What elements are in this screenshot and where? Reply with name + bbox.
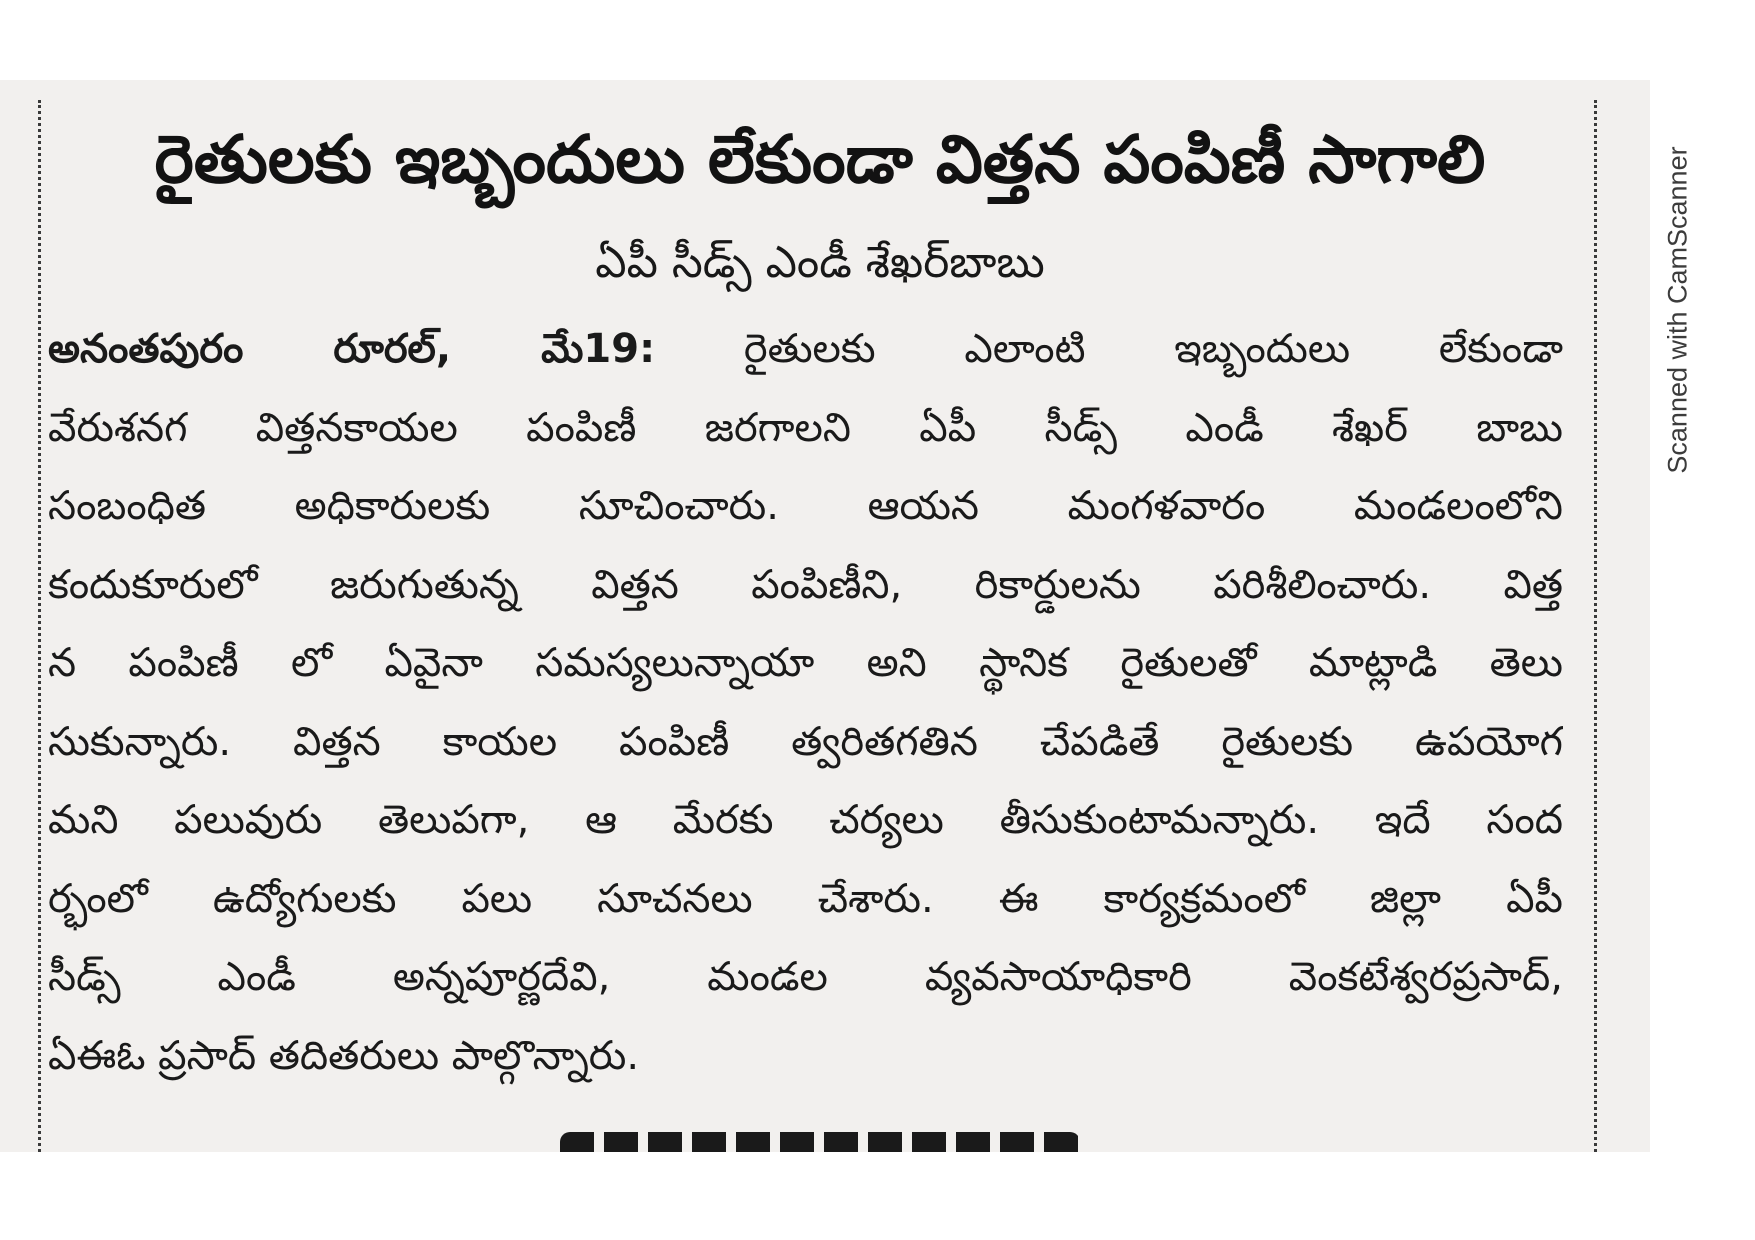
newspaper-clipping: [0, 80, 1650, 1152]
article-line-text: రైతులకు ఎలాంటి ఇబ్బందులు లేకుండా: [655, 326, 1563, 372]
article-line: ఏఈఓ ప్రసాద్ తదితరులు పాల్గొన్నారు.: [48, 1032, 640, 1079]
article-line: సంబంధిత అధికారులకు సూచించారు. ఆయన మంగళవారం మండలంలోని: [48, 483, 1563, 529]
watermark-text: Scanned with CamScanner: [1662, 146, 1693, 474]
article-line: [48, 310, 1563, 389]
cut-off-next-headline: [560, 1130, 1080, 1152]
column-rule-right: [1594, 100, 1597, 1152]
article-line: సుకున్నారు. విత్తన కాయల పంపిణీ త్వరితగతిన చేపడితే రైతులకు ఉపయోగ: [48, 718, 1563, 765]
article-line: సీడ్స్ ఎండీ అన్నపూర్ణదేవి, మండల వ్యవసాయాధికారి వెంకటేశ్వరప్రసాద్,: [48, 954, 1563, 1000]
column-rule-left: [38, 100, 41, 1152]
scanner-watermark: [1658, 130, 1698, 490]
article-line: ర్భంలో ఉద్యోగులకు పలు సూచనలు చేశారు. ఈ కార్యక్రమంలో జిల్లా ఏపీ: [48, 875, 1563, 922]
article-line: న పంపిణీ లో ఏవైనా సమస్యలున్నాయా అని స్థానిక రైతులతో మాట్లాడి తెలు: [48, 640, 1563, 686]
article-body: [48, 310, 1563, 1095]
article-line: మని పలువురు తెలుపగా, ఆ మేరకు చర్యలు తీసుకుంటామన్నారు. ఇదే సంద: [48, 797, 1563, 843]
article-subheadline: ఏపీ సీడ్స్ ఎండీ శేఖర్‌బాబు: [595, 237, 1045, 288]
article-line: వేరుశనగ విత్తనకాయల పంపిణీ జరగాలని ఏపీ సీడ్స్ ఎండీ శేఖర్ బాబు: [48, 404, 1563, 451]
article-headline: రైతులకు ఇబ్బందులు లేకుండా విత్తన పంపిణీ సాగాలి: [154, 121, 1486, 198]
article-dateline: అనంతపురం రూరల్, మే19:: [48, 326, 656, 372]
article-line: కందుకూరులో జరుగుతున్న విత్తన పంపిణీని, రికార్డులను పరిశీలించారు. విత్త: [48, 561, 1563, 608]
